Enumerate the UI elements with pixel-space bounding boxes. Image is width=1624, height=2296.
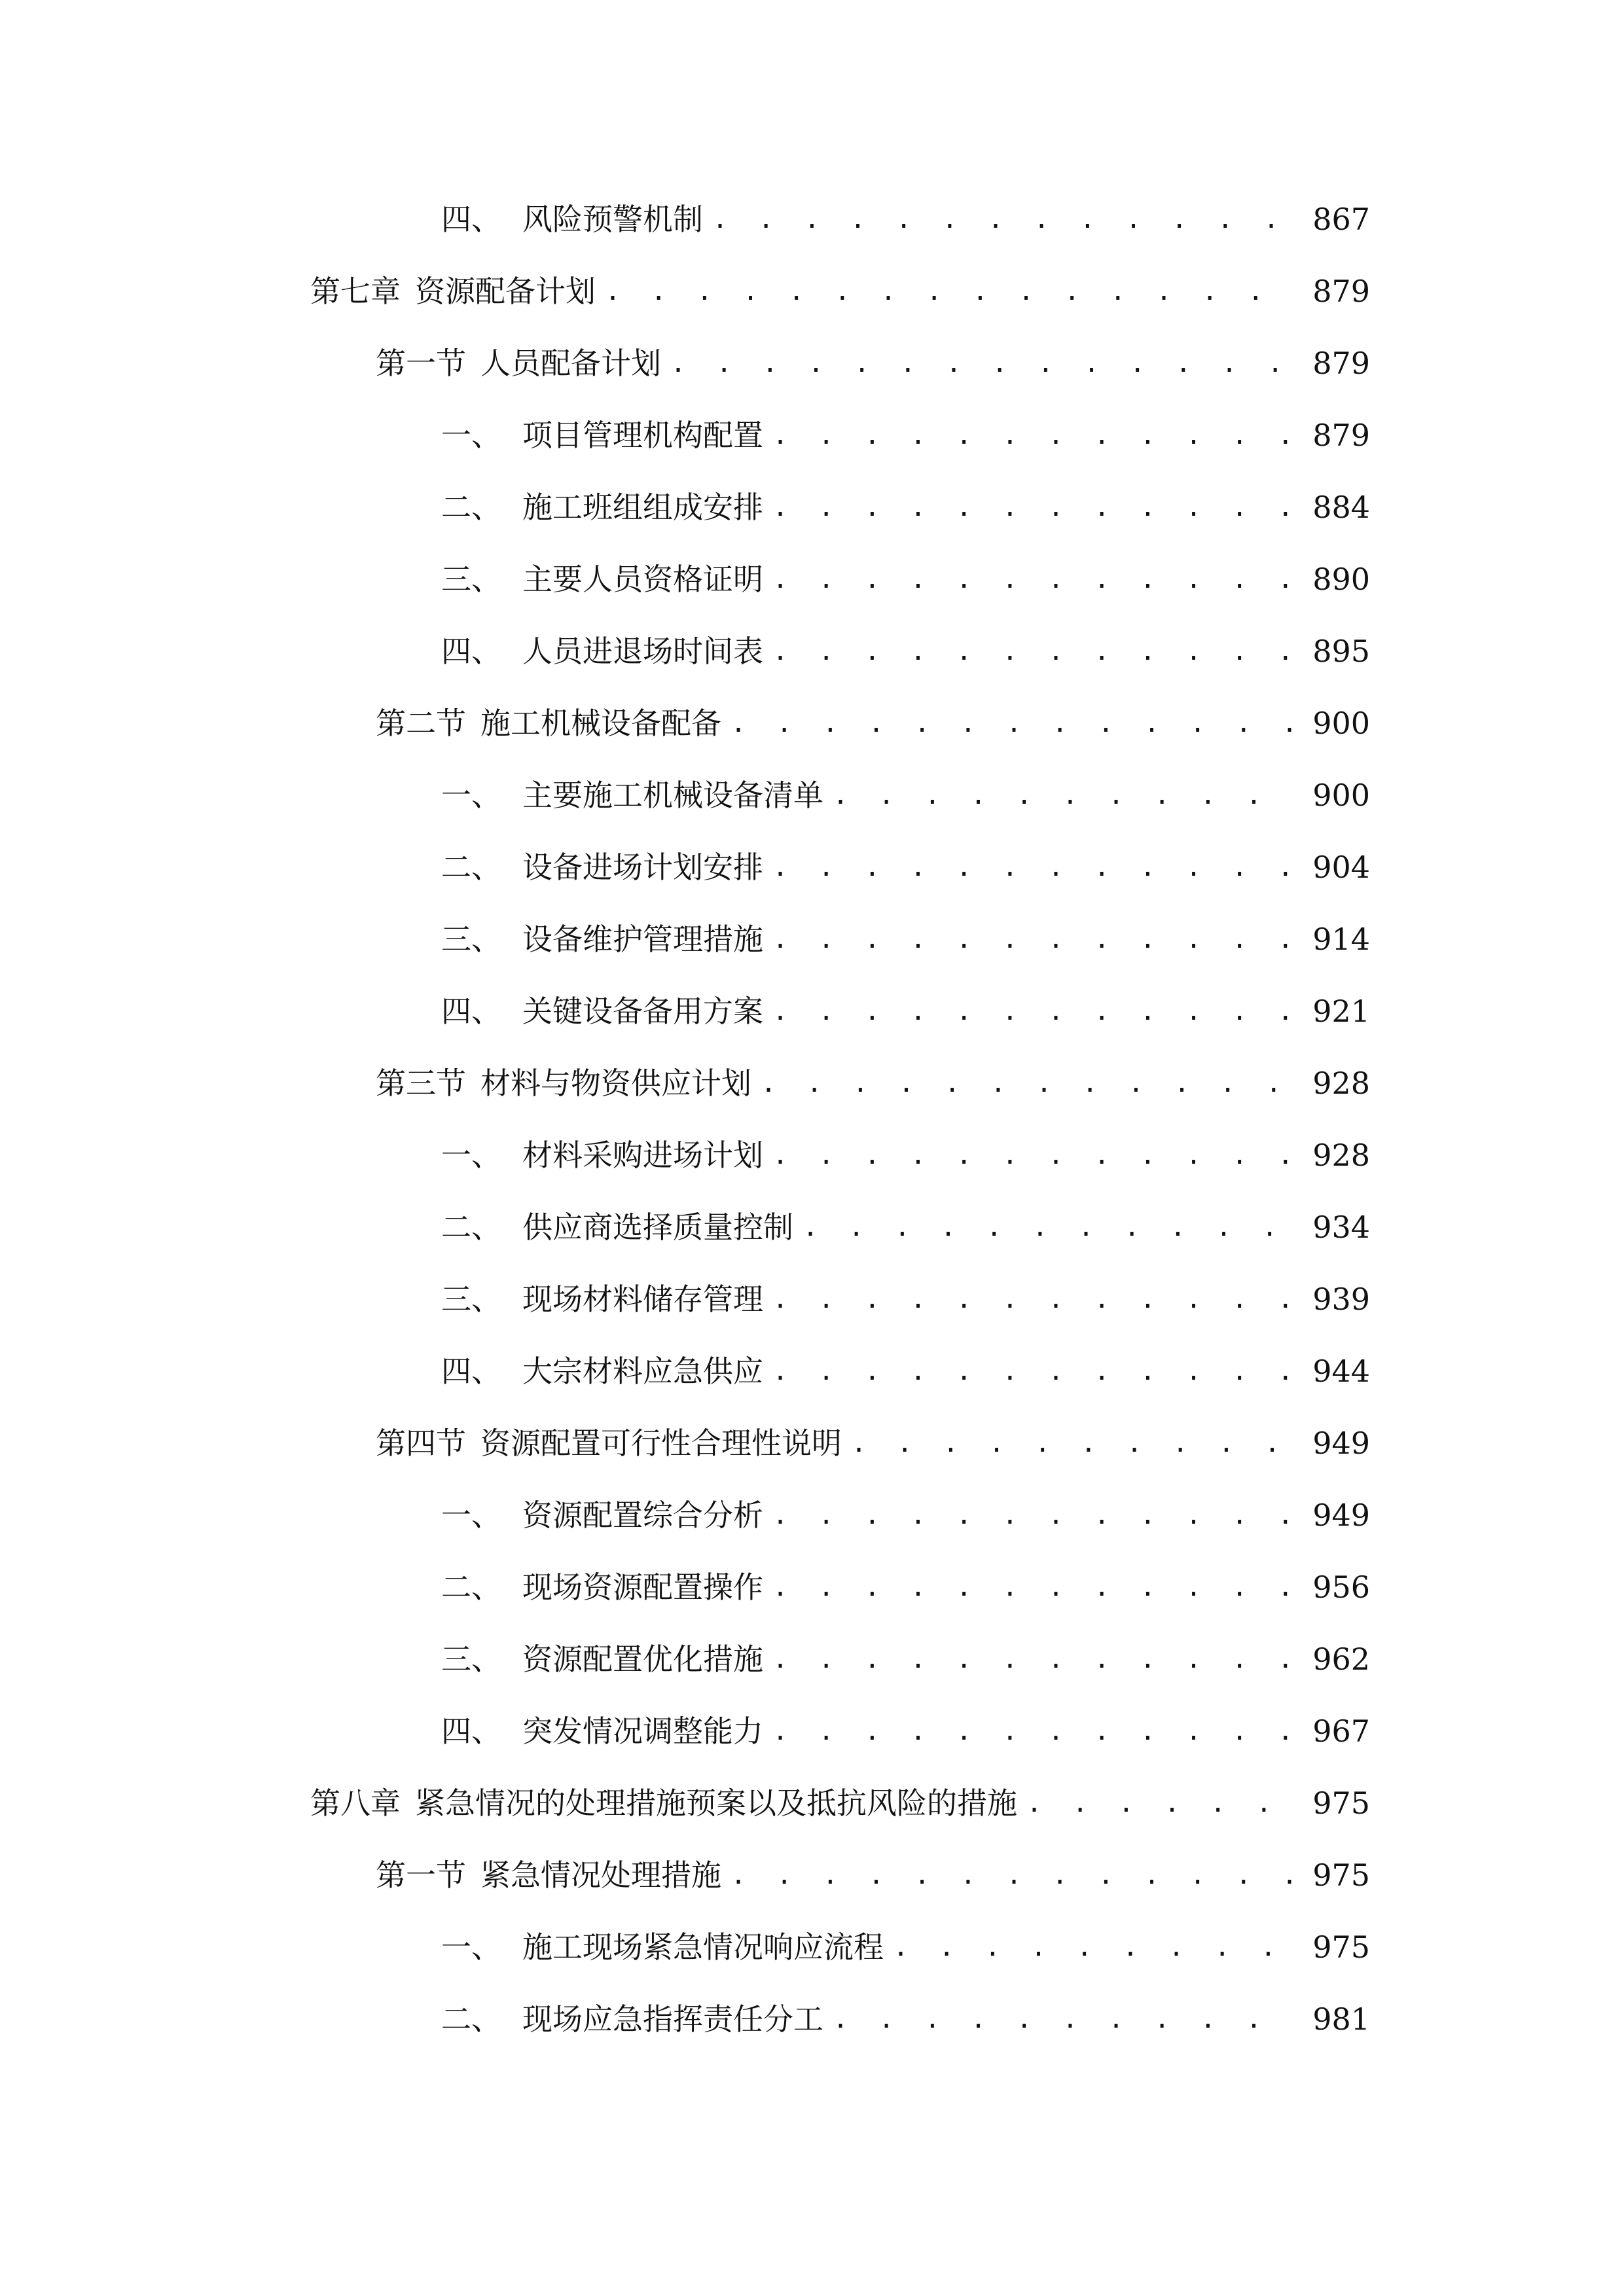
toc-entry-page-number: 975 bbox=[1312, 1785, 1370, 1821]
toc-entry-number: 四、 bbox=[441, 1713, 501, 1749]
toc-entry[interactable] bbox=[441, 1348, 1370, 1394]
toc-entry-title: 关键设备备用方案 bbox=[522, 994, 763, 1029]
toc-entry[interactable] bbox=[441, 556, 1370, 602]
toc-entry-number: 四、 bbox=[441, 634, 501, 669]
toc-entry-number: 二、 bbox=[441, 490, 501, 525]
toc-entry[interactable] bbox=[376, 1852, 1370, 1898]
toc-entry-number: 三、 bbox=[441, 1641, 501, 1677]
dot-leader bbox=[712, 196, 1295, 242]
toc-entry-page-number: 900 bbox=[1312, 778, 1370, 813]
dot-leader bbox=[772, 1348, 1295, 1394]
dot-leader bbox=[772, 1492, 1295, 1538]
toc-entry-title: 大宗材料应急供应 bbox=[522, 1354, 763, 1389]
toc-entry-page-number: 921 bbox=[1312, 994, 1370, 1029]
toc-entry-number: 二、 bbox=[441, 1210, 501, 1245]
toc-entry-page-number: 975 bbox=[1312, 1929, 1370, 1965]
toc-entry[interactable] bbox=[441, 1636, 1370, 1682]
toc-entry-title: 人员配备计划 bbox=[480, 346, 661, 381]
toc-entry[interactable] bbox=[441, 1132, 1370, 1178]
toc-entry[interactable] bbox=[376, 1060, 1370, 1106]
toc-entry-number: 四、 bbox=[441, 994, 501, 1029]
toc-entry-title: 主要施工机械设备清单 bbox=[522, 778, 823, 813]
toc-entry-page-number: 879 bbox=[1312, 418, 1370, 453]
toc-entry[interactable] bbox=[310, 268, 1370, 314]
toc-entry-title: 现场资源配置操作 bbox=[522, 1570, 763, 1605]
toc-entry-page-number: 949 bbox=[1312, 1426, 1370, 1461]
toc-entry-page-number: 904 bbox=[1312, 850, 1370, 885]
toc-entry-title: 资源配备计划 bbox=[415, 274, 596, 309]
toc-entry-number: 三、 bbox=[441, 562, 501, 597]
toc-entry-number: 三、 bbox=[441, 922, 501, 957]
toc-entry[interactable] bbox=[376, 700, 1370, 746]
toc-entry-number: 一、 bbox=[441, 1498, 501, 1533]
toc-entry[interactable] bbox=[441, 988, 1370, 1034]
toc-entry-number: 第一节 bbox=[376, 346, 466, 381]
toc-entry-title: 紧急情况处理措施 bbox=[480, 1857, 721, 1893]
dot-leader bbox=[772, 988, 1295, 1034]
toc-entry-page-number: 934 bbox=[1312, 1210, 1370, 1245]
toc-entry[interactable] bbox=[441, 1924, 1370, 1970]
toc-entry-number: 四、 bbox=[441, 202, 501, 237]
toc-entry[interactable] bbox=[310, 1780, 1370, 1826]
dot-leader bbox=[772, 484, 1295, 530]
toc-entry-number: 第二节 bbox=[376, 706, 466, 741]
toc-entry[interactable] bbox=[441, 1276, 1370, 1322]
toc-entry-page-number: 949 bbox=[1312, 1498, 1370, 1533]
toc-entry-title: 风险预警机制 bbox=[522, 202, 703, 237]
toc-entry-page-number: 939 bbox=[1312, 1282, 1370, 1317]
toc-entry-number: 一、 bbox=[441, 1138, 501, 1173]
toc-entry[interactable] bbox=[441, 1708, 1370, 1754]
toc-entry-number: 三、 bbox=[441, 1282, 501, 1317]
dot-leader bbox=[1026, 1780, 1295, 1826]
toc-entry[interactable] bbox=[441, 916, 1370, 962]
toc-entry[interactable] bbox=[441, 1564, 1370, 1610]
toc-entry-page-number: 879 bbox=[1312, 274, 1370, 309]
toc-entry[interactable] bbox=[441, 844, 1370, 890]
dot-leader bbox=[772, 556, 1295, 602]
toc-entry-title: 资源配置综合分析 bbox=[522, 1498, 763, 1533]
toc-entry-title: 材料采购进场计划 bbox=[522, 1138, 763, 1173]
toc-entry-page-number: 944 bbox=[1312, 1354, 1370, 1389]
toc-entry[interactable] bbox=[441, 1492, 1370, 1538]
dot-leader bbox=[851, 1420, 1295, 1466]
toc-entry-page-number: 879 bbox=[1312, 346, 1370, 381]
dot-leader bbox=[731, 1852, 1295, 1898]
toc-entry-title: 设备维护管理措施 bbox=[522, 922, 763, 957]
toc-entry-number: 第三节 bbox=[376, 1066, 466, 1101]
toc-entry-page-number: 867 bbox=[1312, 202, 1370, 237]
toc-entry-number: 二、 bbox=[441, 2001, 501, 2037]
toc-entry-title: 现场材料储存管理 bbox=[522, 1282, 763, 1317]
dot-leader bbox=[772, 628, 1295, 674]
toc-entry-page-number: 975 bbox=[1312, 1857, 1370, 1893]
toc-entry-page-number: 981 bbox=[1312, 2001, 1370, 2037]
toc-entry-page-number: 890 bbox=[1312, 562, 1370, 597]
dot-leader bbox=[833, 772, 1295, 818]
toc-entry-title: 突发情况调整能力 bbox=[522, 1713, 763, 1749]
toc-entry-title: 材料与物资供应计划 bbox=[480, 1066, 751, 1101]
toc-entry-number: 第八章 bbox=[310, 1785, 401, 1821]
toc-entry[interactable] bbox=[441, 1204, 1370, 1250]
toc-entry[interactable] bbox=[441, 1996, 1370, 2042]
dot-leader bbox=[833, 1996, 1295, 2042]
toc-entry[interactable] bbox=[376, 1420, 1370, 1466]
toc-entry-title: 资源配置可行性合理性说明 bbox=[480, 1426, 842, 1461]
dot-leader bbox=[893, 1924, 1295, 1970]
toc-entry-number: 一、 bbox=[441, 1929, 501, 1965]
toc-entry-page-number: 928 bbox=[1312, 1066, 1370, 1101]
toc-entry-title: 紧急情况的处理措施预案以及抵抗风险的措施 bbox=[415, 1785, 1017, 1821]
toc-entry[interactable] bbox=[441, 772, 1370, 818]
toc-entry-number: 第一节 bbox=[376, 1857, 466, 1893]
dot-leader bbox=[772, 916, 1295, 962]
dot-leader bbox=[772, 412, 1295, 458]
toc-entry-title: 主要人员资格证明 bbox=[522, 562, 763, 597]
dot-leader bbox=[772, 1564, 1295, 1610]
toc-entry-number: 四、 bbox=[441, 1354, 501, 1389]
dot-leader bbox=[772, 1276, 1295, 1322]
toc-entry-number: 一、 bbox=[441, 778, 501, 813]
dot-leader bbox=[772, 844, 1295, 890]
toc-entry[interactable] bbox=[441, 628, 1370, 674]
toc-entry-page-number: 900 bbox=[1312, 706, 1370, 741]
toc-entry-number: 二、 bbox=[441, 850, 501, 885]
toc-entry-page-number: 967 bbox=[1312, 1713, 1370, 1749]
toc-entry-title: 资源配置优化措施 bbox=[522, 1641, 763, 1677]
toc-entry-page-number: 928 bbox=[1312, 1138, 1370, 1173]
dot-leader bbox=[670, 340, 1295, 386]
toc-entry-title: 施工机械设备配备 bbox=[480, 706, 721, 741]
toc-entry-title: 施工现场紧急情况响应流程 bbox=[522, 1929, 884, 1965]
toc-entry-page-number: 956 bbox=[1312, 1570, 1370, 1605]
dot-leader bbox=[772, 1636, 1295, 1682]
toc-entry-number: 第四节 bbox=[376, 1426, 466, 1461]
toc-entry-title: 项目管理机构配置 bbox=[522, 418, 763, 453]
dot-leader bbox=[731, 700, 1295, 746]
dot-leader bbox=[772, 1708, 1295, 1754]
toc-entry-number: 二、 bbox=[441, 1570, 501, 1605]
toc-entry[interactable] bbox=[441, 484, 1370, 530]
dot-leader bbox=[772, 1132, 1295, 1178]
dot-leader bbox=[761, 1060, 1295, 1106]
toc-entry-title: 现场应急指挥责任分工 bbox=[522, 2001, 823, 2037]
toc-entry[interactable] bbox=[441, 412, 1370, 458]
toc-entry-page-number: 914 bbox=[1312, 922, 1370, 957]
toc-entry-page-number: 895 bbox=[1312, 634, 1370, 669]
dot-leader bbox=[605, 268, 1295, 314]
toc-entry-page-number: 884 bbox=[1312, 490, 1370, 525]
toc-entry-title: 供应商选择质量控制 bbox=[522, 1210, 793, 1245]
toc-entry[interactable] bbox=[441, 196, 1370, 242]
toc-entry-number: 一、 bbox=[441, 418, 501, 453]
dot-leader bbox=[803, 1204, 1295, 1250]
toc-entry-title: 施工班组组成安排 bbox=[522, 490, 763, 525]
toc-entry-title: 设备进场计划安排 bbox=[522, 850, 763, 885]
toc-entry-number: 第七章 bbox=[310, 274, 401, 309]
toc-entry-page-number: 962 bbox=[1312, 1641, 1370, 1677]
toc-entry[interactable] bbox=[376, 340, 1370, 386]
toc-entry-title: 人员进退场时间表 bbox=[522, 634, 763, 669]
